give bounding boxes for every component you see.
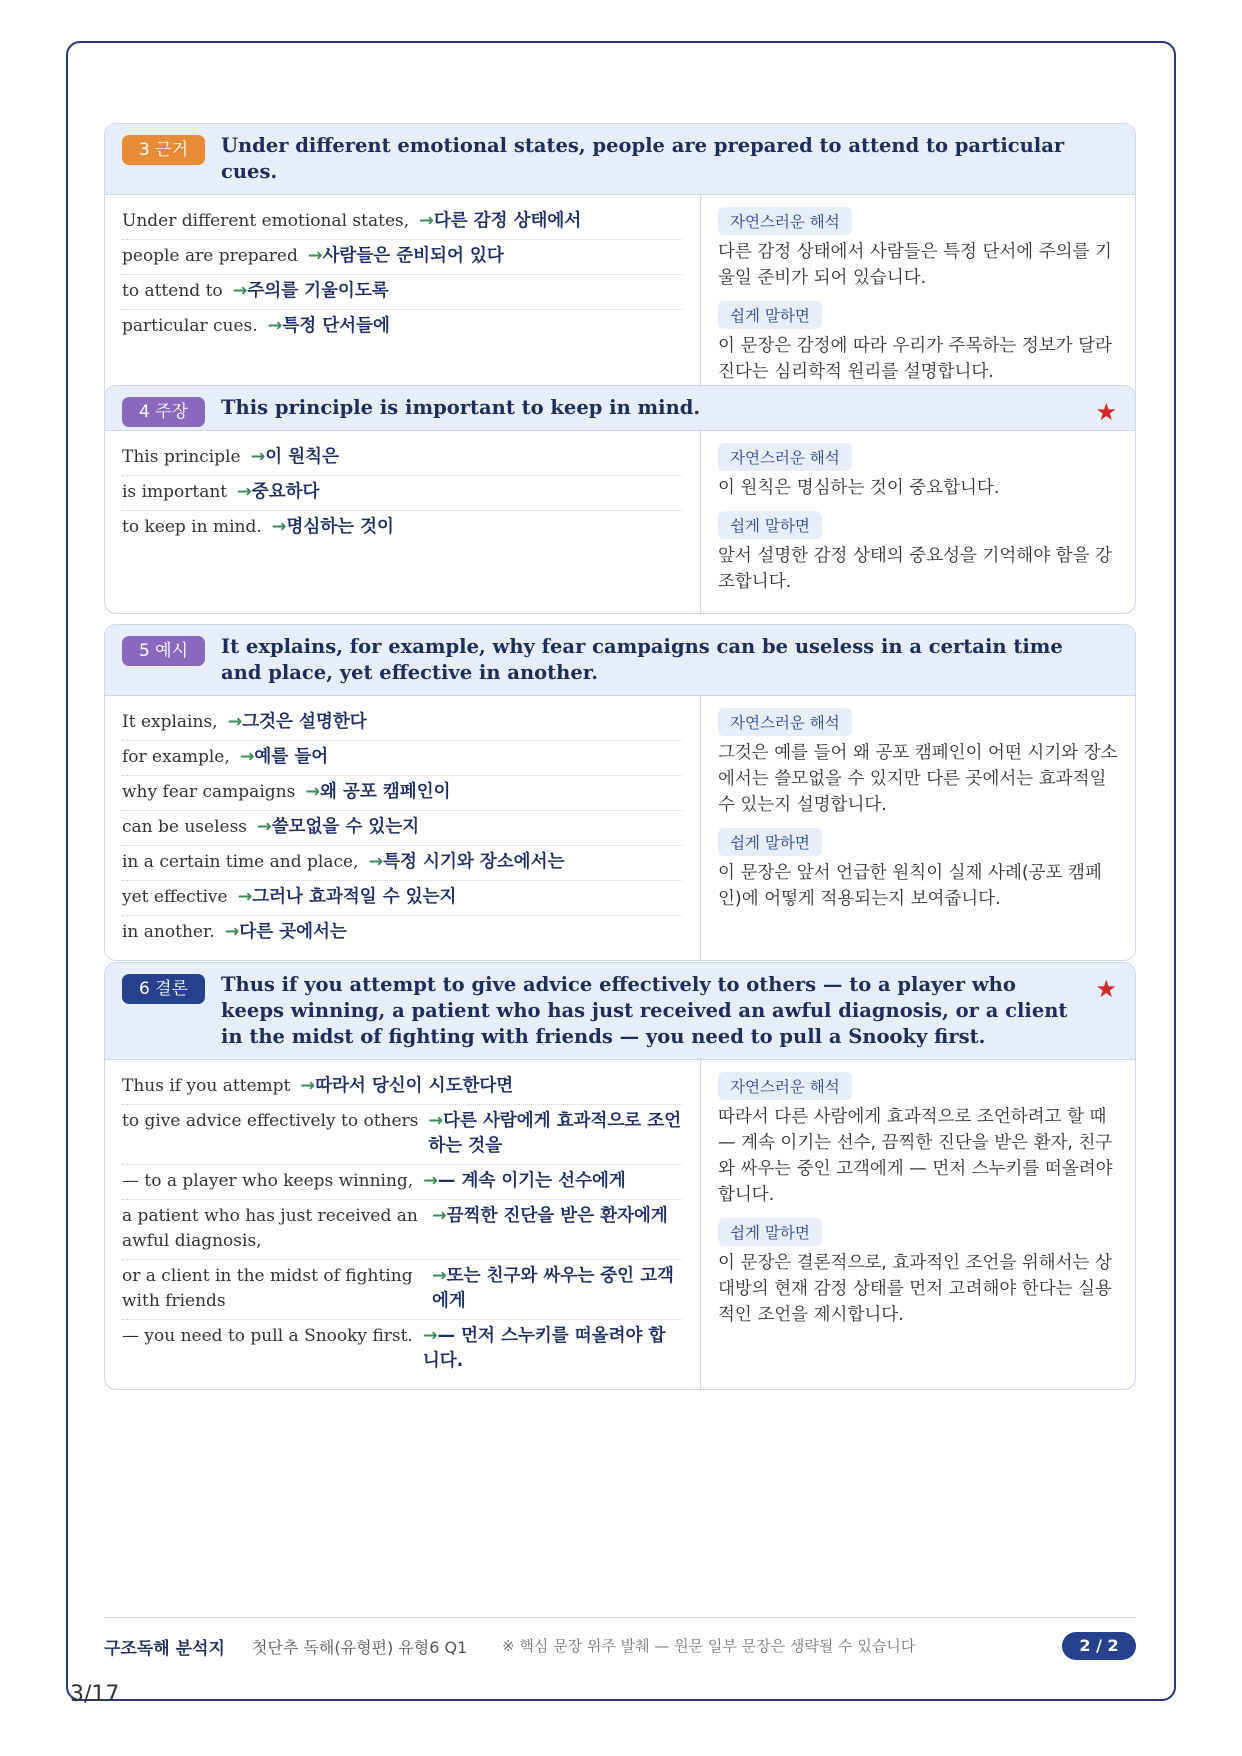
chunk-en: — you need to pull a Snooky first. xyxy=(122,1326,413,1346)
footer xyxy=(104,1632,1136,1662)
chunk-ko xyxy=(251,445,339,470)
chunk-list xyxy=(105,195,701,403)
arrow-icon: → xyxy=(432,1206,447,1226)
arrow-icon: → xyxy=(419,211,434,231)
chunk-ko-text: 명심하는 것이 xyxy=(286,517,394,537)
natural-label: 자연스러운 해석 xyxy=(718,1072,852,1100)
chunk-ko-text: 쓸모없을 수 있는지 xyxy=(271,817,420,837)
chunk-en: or a client in the midst of fighting with friends xyxy=(122,1266,413,1311)
chunk-en: to attend to xyxy=(122,281,223,301)
chunk-list xyxy=(105,696,701,960)
chunk-row xyxy=(122,1105,682,1165)
chunk-en: in another. xyxy=(122,922,215,942)
chunk-en: in a certain time and place, xyxy=(122,852,359,872)
arrow-icon: → xyxy=(250,447,266,467)
card-header xyxy=(105,386,1135,431)
chunk-row xyxy=(122,511,682,545)
chunk-ko-text: 사람들은 준비되어 있다 xyxy=(322,246,504,266)
section-tag: 5 예시 xyxy=(122,636,205,666)
chunk-ko xyxy=(428,1109,682,1159)
chunk-ko-text: 그것은 설명한다 xyxy=(242,712,367,732)
footer-divider xyxy=(104,1617,1136,1618)
chunk-en: particular cues. xyxy=(122,316,258,336)
footer-note: ※ 핵심 문장 위주 발췌 — 원문 일부 문장은 생략될 수 있습니다 xyxy=(502,1637,916,1655)
arrow-icon: → xyxy=(237,482,252,502)
chunk-ko xyxy=(225,920,347,945)
easy-text: 앞서 설명한 감정 상태의 중요성을 기억해야 함을 강조합니다. xyxy=(718,546,1112,592)
chunk-en: yet effective xyxy=(122,887,228,907)
chunk-row xyxy=(122,441,682,476)
arrow-icon: → xyxy=(267,316,283,336)
natural-label: 자연스러운 해석 xyxy=(718,207,852,235)
card-header xyxy=(105,625,1135,696)
chunk-ko xyxy=(423,1324,682,1374)
chunk-ko xyxy=(268,314,390,339)
interpretation-panel xyxy=(701,431,1135,613)
chunk-ko-text: 특정 시기와 장소에서는 xyxy=(383,852,565,872)
chunk-ko xyxy=(228,710,367,735)
chunk-ko xyxy=(432,1264,682,1314)
chunk-ko-text: — 먼저 스누키를 떠올려야 합니다. xyxy=(422,1326,666,1371)
chunk-en: why fear campaigns xyxy=(122,782,296,802)
chunk-row xyxy=(122,205,682,240)
easy-text: 이 문장은 결론적으로, 효과적인 조언을 위해서는 상대방의 현재 감정 상태를 먼저 고려해야 한다는 실용적인 조언을 제시합니다. xyxy=(718,1253,1112,1325)
chunk-ko xyxy=(300,1074,513,1099)
chunk-row xyxy=(122,916,682,950)
chunk-ko xyxy=(432,1204,668,1229)
arrow-icon: → xyxy=(423,1171,438,1191)
chunk-ko-text: 특정 단서들에 xyxy=(282,316,390,336)
chunk-ko xyxy=(238,885,457,910)
chunk-ko-text: 중요하다 xyxy=(251,482,320,502)
page-number-badge: 2 / 2 xyxy=(1062,1632,1136,1660)
sentence-card-5 xyxy=(104,624,1136,961)
sentence-card-6 xyxy=(104,962,1136,1390)
chunk-ko xyxy=(257,815,419,840)
easy-text: 이 문장은 앞서 언급한 원칙이 실제 사례(공포 캠페인)에 어떻게 적용되는지 보여줍니다. xyxy=(718,863,1102,909)
sentence-heading: This principle is important to keep in mind. xyxy=(221,396,701,419)
easy-label: 쉽게 말하면 xyxy=(718,511,822,539)
chunk-row xyxy=(122,881,682,916)
easy-label: 쉽게 말하면 xyxy=(718,301,822,329)
chunk-row xyxy=(122,1070,682,1105)
chunk-en: is important xyxy=(122,482,228,502)
arrow-icon: → xyxy=(239,747,255,767)
chunk-row xyxy=(122,1260,682,1320)
chunk-row xyxy=(122,1200,682,1260)
chunk-ko-text: 따라서 당신이 시도한다면 xyxy=(315,1076,514,1096)
chunk-ko-text: 이 원칙은 xyxy=(265,447,339,467)
arrow-icon: → xyxy=(257,817,272,837)
chunk-en: can be useless xyxy=(122,817,248,837)
chunk-ko xyxy=(308,244,504,269)
star-icon: ★ xyxy=(1095,398,1117,426)
natural-text: 다른 감정 상태에서 사람들은 특정 단서에 주의를 기울일 준비가 되어 있습니다. xyxy=(718,242,1112,288)
chunk-ko xyxy=(419,209,581,234)
chunk-en: Thus if you attempt xyxy=(122,1076,291,1096)
interpretation-panel xyxy=(701,1060,1135,1389)
chunk-row xyxy=(122,776,682,811)
chunk-ko xyxy=(305,780,450,805)
arrow-icon: → xyxy=(232,281,248,301)
chunk-ko-text: 왜 공포 캠페인이 xyxy=(319,782,451,802)
chunk-en: people are prepared xyxy=(122,246,298,266)
arrow-icon: → xyxy=(227,712,243,732)
arrow-icon: → xyxy=(422,1326,438,1346)
arrow-icon: → xyxy=(305,782,320,802)
chunk-ko-text: 그러나 효과적일 수 있는지 xyxy=(252,887,457,907)
chunk-en: for example, xyxy=(122,747,230,767)
chunk-ko-text: 또는 친구와 싸우는 중인 고객에게 xyxy=(432,1266,674,1311)
chunk-ko xyxy=(233,279,389,304)
footer-subtitle: 첫단추 독해(유형편) 유형6 Q1 xyxy=(252,1638,468,1657)
sentence-heading: It explains, for example, why fear campaigns can be useless in a certain time and place, yet effective in another. xyxy=(221,635,1063,684)
chunk-row xyxy=(122,706,682,741)
card-header xyxy=(105,963,1135,1060)
sentence-heading: Thus if you attempt to give advice effectively to others — to a player who keeps winning, a patient who has just received an awful diagnosis, or a client in the midst of fighting with friends — you need to pull a Snooky first. xyxy=(221,973,1068,1048)
arrow-icon: → xyxy=(432,1266,447,1286)
chunk-en: — to a player who keeps winning, xyxy=(122,1171,414,1191)
natural-text: 그것은 예를 들어 왜 공포 캠페인이 어떤 시기와 장소에서는 쓸모없을 수 있지만 다른 곳에서는 효과적일 수 있는지 설명합니다. xyxy=(718,743,1118,815)
chunk-row xyxy=(122,310,682,344)
page-counter: 3/17 xyxy=(70,1682,120,1707)
chunk-row xyxy=(122,476,682,511)
chunk-en: to keep in mind. xyxy=(122,517,262,537)
chunk-ko xyxy=(240,745,328,770)
section-tag: 4 주장 xyxy=(122,397,205,427)
easy-text: 이 문장은 감정에 따라 우리가 주목하는 정보가 달라진다는 심리학적 원리를 설명합니다. xyxy=(718,336,1112,382)
sentence-card-3 xyxy=(104,123,1136,404)
easy-label: 쉽게 말하면 xyxy=(718,828,822,856)
easy-label: 쉽게 말하면 xyxy=(718,1218,822,1246)
arrow-icon: → xyxy=(428,1111,444,1131)
chunk-ko xyxy=(237,480,319,505)
footer-title: 구조독해 분석지 xyxy=(104,1639,225,1659)
chunk-en: to give advice effectively to others xyxy=(122,1111,419,1131)
sentence-heading: Under different emotional states, people are prepared to attend to particular cues. xyxy=(221,134,1065,183)
arrow-icon: → xyxy=(307,246,323,266)
interpretation-panel xyxy=(701,195,1135,403)
chunk-ko xyxy=(423,1169,626,1194)
card-header xyxy=(105,124,1135,195)
chunk-list xyxy=(105,1060,701,1389)
chunk-en: It explains, xyxy=(122,712,218,732)
interpretation-panel xyxy=(701,696,1135,960)
arrow-icon: → xyxy=(300,1076,316,1096)
section-tag: 6 결론 xyxy=(122,974,205,1004)
chunk-ko-text: 다른 사람에게 효과적으로 조언하는 것을 xyxy=(428,1111,682,1156)
chunk-ko-text: 끔찍한 진단을 받은 환자에게 xyxy=(446,1206,668,1226)
arrow-icon: → xyxy=(224,922,240,942)
chunk-ko xyxy=(368,850,564,875)
chunk-ko-text: 주의를 기울이도록 xyxy=(247,281,389,301)
natural-text: 따라서 다른 사람에게 효과적으로 조언하려고 할 때 — 계속 이기는 선수, 끔찍한 진단을 받은 환자, 친구와 싸우는 중인 고객에게 — 먼저 스누키를 떠올려야 합니다. xyxy=(718,1107,1113,1205)
section-tag: 3 근거 xyxy=(122,135,205,165)
chunk-row xyxy=(122,741,682,776)
chunk-ko-text: 다른 곳에서는 xyxy=(239,922,347,942)
chunk-row xyxy=(122,240,682,275)
natural-text: 이 원칙은 명심하는 것이 중요합니다. xyxy=(718,478,1000,498)
arrow-icon: → xyxy=(237,887,253,907)
star-icon: ★ xyxy=(1095,975,1117,1003)
arrow-icon: → xyxy=(368,852,384,872)
chunk-row xyxy=(122,1165,682,1200)
chunk-row xyxy=(122,275,682,310)
chunk-ko-text: 예를 들어 xyxy=(254,747,329,767)
chunk-en: Under different emotional states, xyxy=(122,211,410,231)
chunk-ko-text: — 계속 이기는 선수에게 xyxy=(437,1171,626,1191)
chunk-en: This principle xyxy=(122,447,241,467)
chunk-ko-text: 다른 감정 상태에서 xyxy=(433,211,582,231)
chunk-row xyxy=(122,846,682,881)
natural-label: 자연스러운 해석 xyxy=(718,443,852,471)
chunk-list xyxy=(105,431,701,613)
arrow-icon: → xyxy=(271,517,287,537)
chunk-row xyxy=(122,1320,682,1379)
chunk-en: a patient who has just received an awful diagnosis, xyxy=(122,1206,418,1251)
natural-label: 자연스러운 해석 xyxy=(718,708,852,736)
chunk-row xyxy=(122,811,682,846)
sentence-card-4 xyxy=(104,385,1136,614)
chunk-ko xyxy=(272,515,394,540)
